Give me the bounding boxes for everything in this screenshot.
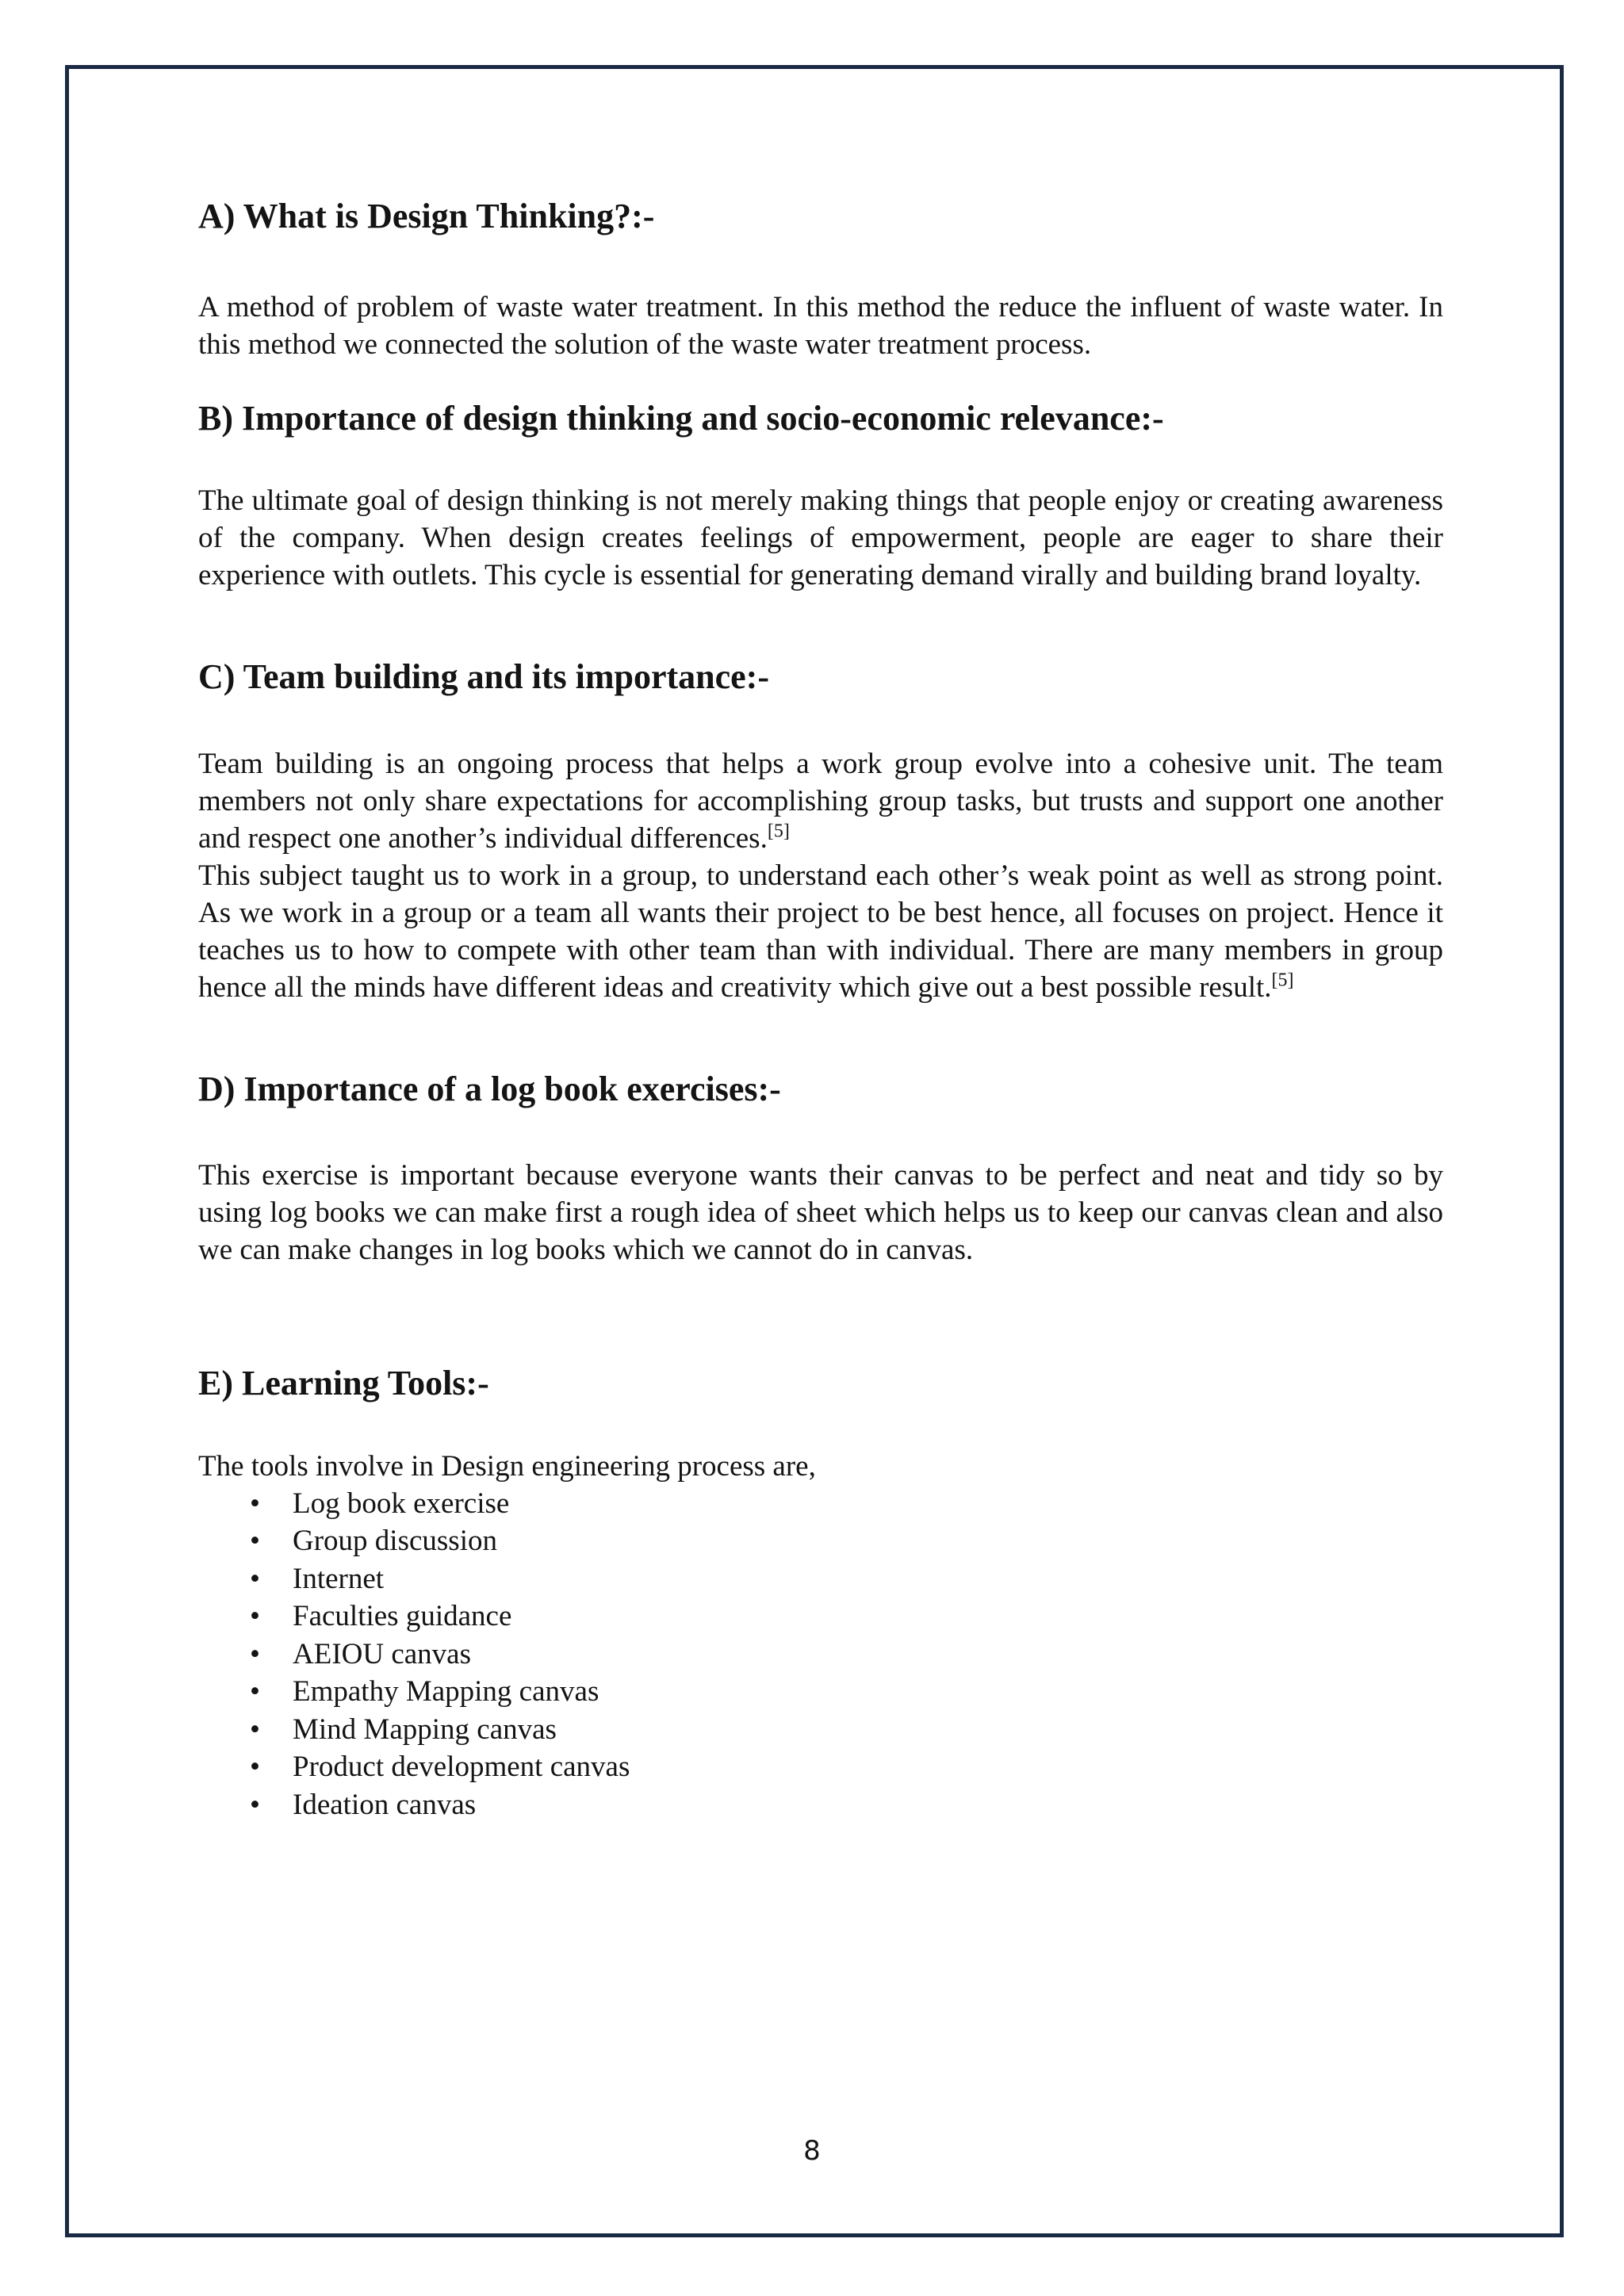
- list-item-text: AEIOU canvas: [293, 1637, 471, 1670]
- list-item-text: Internet: [293, 1562, 385, 1595]
- list-item: [250, 1673, 1443, 1711]
- section-a-heading: A) What is Design Thinking?:-: [198, 197, 655, 235]
- bullet-icon: •: [250, 1637, 260, 1670]
- section-e-intro: The tools involve in Design engineering process are,: [198, 1449, 816, 1483]
- section-d-body: This exercise is important because everyone wants their canvas to be perfect and neat and tidy so by using log books we can make first a rough idea of sheet which helps us to keep our canvas clean and also we can make changes in log books which we cannot do in canvas.: [198, 1159, 1443, 1267]
- list-item: [250, 1636, 1443, 1674]
- list-item: [250, 1522, 1443, 1560]
- bullet-icon: •: [250, 1525, 260, 1558]
- bullet-icon: •: [250, 1562, 260, 1595]
- section-b-heading: B) Importance of design thinking and socio-economic relevance:-: [198, 398, 1164, 438]
- list-item-text: Log book exercise: [293, 1487, 510, 1520]
- bullet-icon: •: [250, 1788, 260, 1821]
- section-c-paragraph-2-text: This subject taught us to work in a group, to understand each other’s weak point as well as strong point. As we work in a group or a team all wants their project to be best hence, all focuses on project. Hence it teaches us to how to compete with other team than with individual. There are many members in group hence all the minds have different ideas and creativity which give out a best possible result.: [198, 859, 1443, 1004]
- bullet-icon: •: [250, 1600, 260, 1633]
- section-a-body: A method of problem of waste water treatment. In this method the reduce the influent of waste water. In this method we connected the solution of the waste water treatment process.: [198, 290, 1443, 361]
- bullet-icon: •: [250, 1675, 260, 1709]
- section-c-paragraph-1: [198, 745, 1443, 857]
- list-item: [250, 1711, 1443, 1749]
- citation-reference: [5]: [1271, 970, 1294, 991]
- bullet-icon: •: [250, 1712, 260, 1746]
- list-item-text: Mind Mapping canvas: [293, 1712, 557, 1746]
- learning-tools-list: [198, 1485, 1443, 1824]
- bullet-icon: •: [250, 1487, 260, 1520]
- bullet-icon: •: [250, 1751, 260, 1784]
- list-item-text: Empathy Mapping canvas: [293, 1675, 599, 1709]
- document-content: [198, 181, 1443, 1823]
- list-item-text: Ideation canvas: [293, 1788, 477, 1821]
- list-item: [250, 1485, 1443, 1523]
- section-e-heading: E) Learning Tools:-: [198, 1364, 489, 1403]
- list-item-text: Faculties guidance: [293, 1600, 512, 1633]
- list-item-text: Group discussion: [293, 1525, 497, 1558]
- list-item: [250, 1598, 1443, 1636]
- section-c-heading: C) Team building and its importance:-: [198, 657, 769, 697]
- section-d-heading: D) Importance of a log book exercises:-: [198, 1069, 781, 1108]
- citation-reference: [5]: [767, 821, 790, 842]
- list-item: [250, 1748, 1443, 1786]
- list-item: [250, 1560, 1443, 1598]
- page-number: 8: [803, 2135, 821, 2167]
- section-b-body: The ultimate goal of design thinking is not merely making things that people enjoy or creating awareness of the company. When design creates feelings of empowerment, people are eager to share their experience with outlets. This cycle is essential for generating demand virally and building brand loyalty.: [198, 484, 1443, 592]
- section-c-paragraph-1-text: Team building is an ongoing process that helps a work group evolve into a cohesive unit. The team members not only share expectations for accomplishing group tasks, but trusts and support one another and respect one another’s individual differences.: [198, 747, 1443, 855]
- list-item: [250, 1786, 1443, 1824]
- list-item-text: Product development canvas: [293, 1751, 630, 1784]
- section-c-paragraph-2: [198, 857, 1443, 1006]
